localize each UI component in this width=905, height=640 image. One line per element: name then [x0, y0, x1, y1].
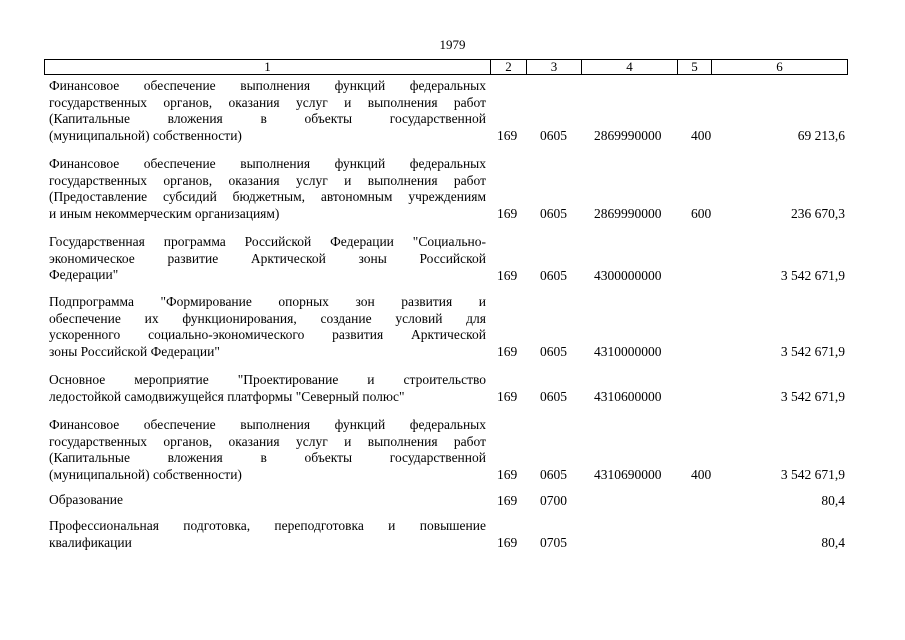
description-line: Образование: [49, 492, 123, 507]
ministry-code: 169: [497, 343, 518, 359]
ministry-code: 169: [497, 205, 518, 221]
section-code: 0605: [540, 205, 567, 221]
description-line: Основное мероприятие "Проектирование и строительство: [49, 372, 486, 387]
column-header-row: [44, 59, 848, 75]
description-line: (муниципальной) собственности): [49, 127, 242, 143]
expense-type-code: 400: [691, 466, 712, 482]
section-code: 0605: [540, 466, 567, 482]
row-description: [49, 78, 486, 144]
row-description: [49, 156, 486, 222]
description-line: Финансовое обеспечение выполнения функций федеральных: [49, 156, 486, 171]
ministry-code: 169: [497, 267, 518, 283]
amount: 3 542 671,9: [780, 343, 845, 359]
description-line: (муниципальной) собственности): [49, 466, 242, 482]
table-row: [44, 518, 847, 551]
section-code: 0705: [540, 534, 567, 550]
table-row: [44, 492, 847, 509]
ministry-code: 169: [497, 534, 518, 550]
description-line: Профессиональная подготовка, переподготовка и повышение: [49, 518, 486, 533]
amount: 236 670,3: [791, 205, 845, 221]
description-line: ледостойкой самодвижущейся платформы "Северный полюс": [49, 388, 405, 404]
amount: 3 542 671,9: [780, 466, 845, 482]
ministry-code: 169: [497, 388, 518, 404]
section-code: 0605: [540, 343, 567, 359]
description-line: обеспечение их функционирования, создание условий для: [49, 310, 486, 326]
table-row: [44, 156, 847, 222]
description-line: Финансовое обеспечение выполнения функций федеральных: [49, 78, 486, 93]
column-header-2: 2: [491, 60, 527, 75]
table-row: [44, 372, 847, 405]
amount: 80,4: [821, 492, 845, 508]
description-line: и иным некоммерческим организациям): [49, 205, 280, 221]
table-row: [44, 294, 847, 360]
description-line: государственных органов, оказания услуг и выполнения работ: [49, 94, 486, 110]
table-row: [44, 234, 847, 284]
target-article-code: 2869990000: [594, 127, 662, 143]
column-header-6: 6: [712, 60, 848, 75]
section-code: 0605: [540, 267, 567, 283]
description-line: (Капитальные вложения в объекты государственной: [49, 450, 486, 465]
column-header-4: 4: [582, 60, 678, 75]
row-description: [49, 492, 486, 509]
section-code: 0700: [540, 492, 567, 508]
description-line: экономическое развитие Арктической зоны Российской: [49, 250, 486, 266]
section-code: 0605: [540, 388, 567, 404]
expense-type-code: 400: [691, 127, 712, 143]
description-line: государственных органов, оказания услуг и выполнения работ: [49, 433, 486, 449]
description-line: квалификации: [49, 534, 132, 550]
description-line: ускоренного социально-экономического развития Арктической: [49, 327, 486, 342]
description-line: Финансовое обеспечение выполнения функций федеральных: [49, 417, 486, 432]
target-article-code: 4310690000: [594, 466, 662, 482]
row-description: [49, 372, 486, 405]
section-code: 0605: [540, 127, 567, 143]
column-header-1: 1: [45, 60, 491, 75]
target-article-code: 4300000000: [594, 267, 662, 283]
ministry-code: 169: [497, 492, 518, 508]
column-header-5: 5: [678, 60, 712, 75]
page-number: 1979: [439, 37, 466, 52]
amount: 80,4: [821, 534, 845, 550]
row-description: [49, 417, 486, 483]
description-line: Подпрограмма "Формирование опорных зон развития и: [49, 294, 486, 309]
table-row: [44, 417, 847, 483]
target-article-code: 2869990000: [594, 205, 662, 221]
amount: 3 542 671,9: [780, 388, 845, 404]
description-line: (Предоставление субсидий бюджетным, автономным учреждениям: [49, 189, 486, 204]
ministry-code: 169: [497, 127, 518, 143]
target-article-code: 4310000000: [594, 343, 662, 359]
description-line: Государственная программа Российской Федерации "Социально-: [49, 234, 486, 249]
amount: 69 213,6: [797, 127, 845, 143]
ministry-code: 169: [497, 466, 518, 482]
description-line: государственных органов, оказания услуг и выполнения работ: [49, 172, 486, 188]
row-description: [49, 518, 486, 551]
description-line: (Капитальные вложения в объекты государственной: [49, 111, 486, 126]
column-header-3: 3: [527, 60, 582, 75]
table-row: [44, 78, 847, 144]
target-article-code: 4310600000: [594, 388, 662, 404]
description-line: Федерации": [49, 267, 119, 282]
expense-type-code: 600: [691, 205, 712, 221]
amount: 3 542 671,9: [780, 267, 845, 283]
description-line: зоны Российской Федерации": [49, 343, 220, 359]
row-description: [49, 234, 486, 284]
row-description: [49, 294, 486, 360]
